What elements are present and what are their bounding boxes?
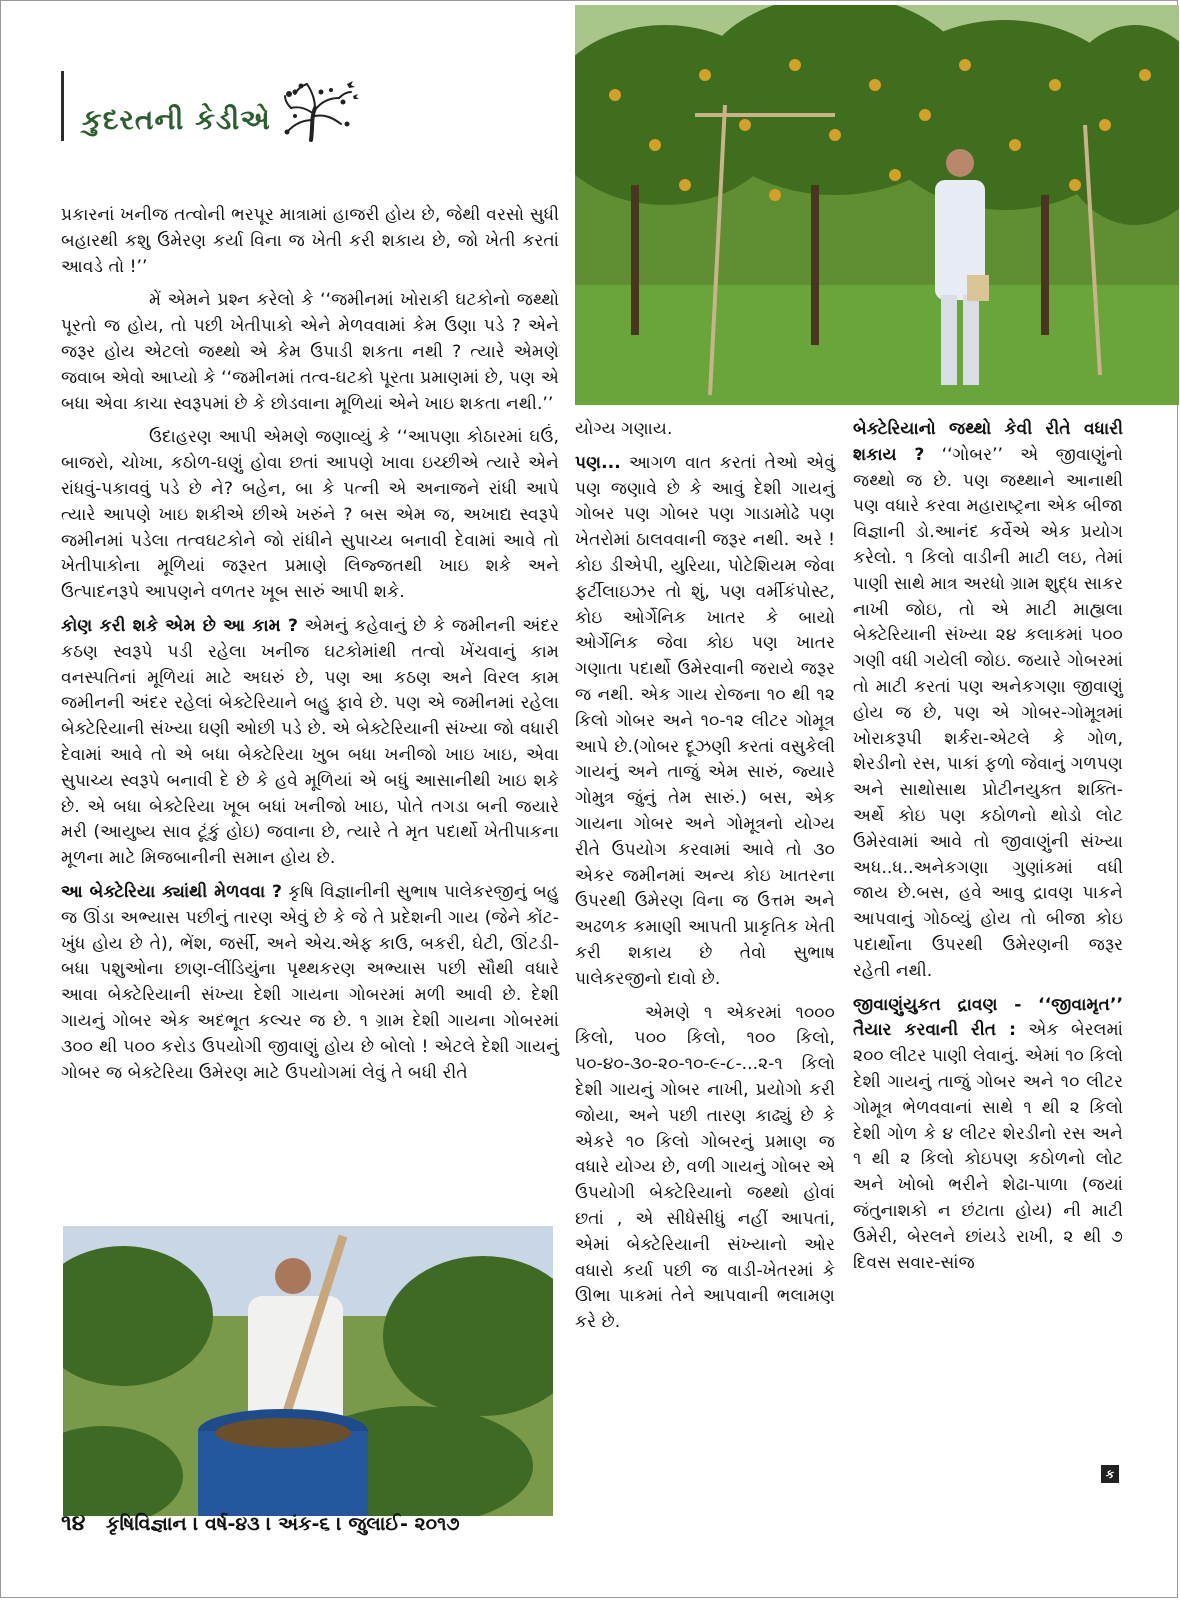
section-title: કુદરતની કેડીએ <box>82 103 271 136</box>
article-column-3 <box>853 417 1123 1284</box>
paragraph <box>61 614 559 872</box>
paragraph-text: કૃષિ વિજ્ઞાનીની સુભાષ પાલેકરજીનું બહુ જ ઊંડા અભ્યાસ પછીનું તારણ એવું છે કે જે તે પ્રદેશની ગાય (જેને કોંટ-ખુંધ હોય છે તે), ભેંશ, જર્સી, અને એચ.એફ કાઉ, બકરી, ઘેટી, ઊંટડી-બધા પશુઓના છાણ-લીંડિયુંના પૃથ્થકરણ અભ્યાસ પછી સૌથી વધારે આવા બેક્ટેરિયાની સંખ્યા દેશી ગાયના ગોબરમાં મળી આવી છે. દેશી ગાયનું ગોબર એક અદભૂત કલ્ચર જ છે. ૧ ગ્રામ દેશી ગાયના ગોબરમાં ૩૦૦ થી ૫૦૦ કરોડ ઉપયોગી જીવાણું હોય છે બોલો ! એટલે દેશી ગાયનું ગોબર જ બેક્ટેરિયા ઉમેરણ માટે ઉપયોગમાં લેવું તે બધી રીતે <box>61 881 560 1083</box>
page-footer <box>61 1511 460 1536</box>
paragraph: પ્રકારનાં ખનીજ તત્વોની ભરપૂર માત્રામાં હાજરી હોય છે, જેથી વરસો સુધી બહારથી કશુ ઉમેરણ કર્યા વિના જ ખેતી કરી શકાય છે, જો ખેતી કરતાં આવડે તો !’’ <box>61 205 559 277</box>
run-in-heading: પણ... <box>575 452 621 473</box>
run-in-heading: જીવાણુંયુકત દ્રાવણ - ‘‘જીવામૃત’’ તૈયાર કરવાની રીત : <box>853 994 1123 1041</box>
run-in-heading: આ બેક્ટેરિયા ક્યાંથી મેળવવા ? <box>61 881 282 902</box>
run-in-heading: કોણ કરી શકે એમ છે આ કામ ? <box>61 615 298 636</box>
paragraph-text: એક બેરલમાં ૨૦૦ લીટર પાણી લેવાનું. એમાં ૧૦ કિલો દેશી ગાયનું તાજું ગોબર અને ૧૦ લીટર ગોમૂત્ર ભેળવવાનાં સાથે ૧ થી ૨ કિલો દેશી ગોળ કે ૪ લીટર શેરડીનો રસ અને ૧ થી ૨ કિલો કોઇપણ કઠોળનો લોટ અને ખોબો ભરીને શેઢા-પાળા (જયાં જંતુનાશકો ન છંટાતા હોય) ની માટી ઉમેરી, બેરલને છાંયડે રાખી, ૨ થી ૭ દિવસ સવાર-સાંજ <box>853 1020 1123 1273</box>
end-of-article-mark: ક <box>1101 1465 1119 1483</box>
paragraph: ઉદાહરણ આપી એમણે જણાવ્યું કે ‘‘આપણા કોઠારમાં ઘઉં, બાજરો, ચોખા, કઠોળ-ઘણું હોવા છતાં આપણે ખાવા ઇચ્છીએ ત્યારે એને રાંધવું-પકાવવું પડે છે ને? બહેન, બા કે પત્ની એ અનાજને રાંધી આપે ત્યારે આપણે ખાઇ શકીએ છીએ ખરુંને ? બસ એમ જ, અખાદ્ય સ્વરૂપે જમીનમાં પડેલા તત્વઘટકોને જો રાંધીને સુપાચ્ય બનાવી દેવામાં આવે તો ખેતીપાકોના મૂળિયાં જરૂરત પ્રમાણે લિજ્જતથી ખાઇ શકે અને ઉત્પાદનરૂપે આપણને વળતર ખૂબ સારું આપી શકે. <box>61 427 559 603</box>
tree-with-birds-icon <box>281 80 361 142</box>
paragraph <box>853 993 1123 1277</box>
paragraph: એમણે ૧ એકરમાં ૧૦૦૦ કિલો, ૫૦૦ કિલો, ૧૦૦ કિલો, ૫૦-૪૦-૩૦-૨૦-૧૦-૯-૮-...૨-૧ કિલો દેશી ગાયનું ગોબર નાખી, પ્રયોગો કરી જોયા, અને પછી તારણ કાઢ્યું છે કે એકરે ૧૦ કિલો ગોબરનું પ્રમાણ જ વધારે યોગ્ય છે, વળી ગાયનું ગોબર એ ઉપયોગી બેક્ટેરિયાનો જથ્થો હોવાં છતાં , એ સીધેસીધું નહીં આપતાં, એમાં બેક્ટેરિયાની સંખ્યાનો ઓર વધારો કર્યા પછી જ વાડી-ખેતરમાં કે ઊભા પાકમાં તેને આપવાની ભલામણ કરે છે. <box>575 1002 835 1333</box>
paragraph-text: ‘‘ગોબર’’ એ જીવાણુંનો જથ્થો જ છે. પણ જથ્થાને આનાથી પણ વધારે કરવા મહારાષ્ટ્રના એક બીજા વિજ્ઞાની ડો.આનંદ કર્વેએ એક પ્રયોગ કરેલો. ૧ કિલો વાડીની માટી લઇ, તેમાં પાણી સાથે માત્ર અરધો ગ્રામ શુદ્ધ સાકર નાખી જોઇ, તો એ માટી માહ્યલા બેક્ટેરિયાની સંખ્યા ૨૪ કલાકમાં ૫૦૦ ગણી વધી ગયેલી જોઇ. જયારે ગોબરમાં તો માટી કરતાં પણ અનેકગણા જીવાણું હોય જ છે, પણ એ ગોબર-ગોમૂત્રમાં ખોરાકરૂપી શર્કરા-એટલે કે ગોળ, શેરડીનો રસ, પાકાં ફળો જેવાનું ગળપણ અને સાથોસાથ પ્રોટીનયુક્ત શક્તિ-અર્થે કોઇ પણ કઠોળનો થોડો લોટ ઉમેરવામાં આવે તો જીવાણુંની સંખ્યા અધ..ધ..અનેકગણા ગુણાંકમાં વધી જાય છે.બસ, હવે આવુ દ્રાવણ પાકને આપવાનું ગોઠવ્યું હોય તો બીજા કોઇ પદાર્થોના ઉપરથી ઉમેરણની જરૂર રહેતી નથી. <box>853 444 1123 981</box>
paragraph-text: એમનું કહેવાનું છે કે જમીનની અંદર કઠણ સ્વરૂપે પડી રહેલા ખનીજ ઘટકોમાંથી તત્વો ખેંચવાનું કામ વનસ્પતિનાં મૂળિયાં માટે અઘરું છે, પણ આ કઠણ અને વિરલ કામ જમીનની અંદર રહેલાં બેક્ટેરિયાને બહુ ફાવે છે. પણ એ જમીનમાં રહેલા બેક્ટેરિયાની સંખ્યા ઘણી ઓછી પડે છે. એ બેક્ટેરિયાની સંખ્યા જો વધારી દેવામાં આવે તો એ બધા બેક્ટેરિયા ખુબ બધા ખનીજો ખાઇ ખાઇ, એવા સુપાચ્ય સ્વરૂપે બનાવી દે છે કે હવે મૂળિયાં એ બધું આસાનીથી ખાઇ શકે છે. એ બધા બેક્ટેરિયા ખૂબ બધાં ખનીજો ખાઇ, પોતે તગડા બની જયારે મરી (આયુષ્ય સાવ ટૂંકું હોઇ) જવાના છે, ત્યારે તે મૃત પદાર્થો ખેતીપાકના મૂળના માટે મિજબાનીની સમાન હોય છે. <box>61 615 559 869</box>
section-divider-bar <box>61 71 64 141</box>
publication-info: કૃષિવિજ્ઞાન । વર્ષ-૪૩ । અંક-૬ । જુલાઈ- ૨૦૧૭ <box>106 1513 460 1535</box>
paragraph <box>575 451 835 993</box>
run-in-heading: બેક્ટેરિયાનો જથ્થો કેવી રીતે વધારી શકાય ? <box>853 419 1123 465</box>
paragraph <box>853 417 1123 985</box>
paragraph: યોગ્ય ગણાય. <box>575 419 673 439</box>
paragraph: મેં એમને પ્રશ્ન કરેલો કે ‘‘જમીનમાં ખોરાકી ઘટકોનો જથ્થો પૂરતો જ હોય, તો પછી ખેતીપાકો એને મેળવવામાં કેમ ઉણા પડે ? એને જરૂર હોય એટલો જથ્થો એ કેમ ઉપાડી શકતા નથી ? ત્યારે એમણે જવાબ એવો આપ્યો કે ‘‘જમીનમાં તત્વ-ઘટકો પૂરતા પ્રમાણમાં છે, પણ એ બધા એવા કાચા સ્વરૂપમાં છે કે છોડવાના મૂળિયાં એને ખાઇ શકતા નથી.’’ <box>61 290 559 414</box>
paragraph-text: આગળ વાત કરતાં તેઓ એવું પણ જણાવે છે કે આવું દેશી ગાયનું ગોબર પણ ગોબર પણ ગાડામોઢે પણ ખેતરોમાં ઠાલવવાની જરૂર નથી. અરે ! કોઇ ડીએપી, યુરિયા, પોટેશિયમ જેવા ફર્ટીલાઇઝર તો શું, પણ વર્મીકંપોસ્ટ, કોઇ ઓર્ગેનિક ખાતર કે બાયો ઓર્ગેનિક જેવા કોઇ પણ ખાતર ગણાતા પદાર્થો ઉમેરવાની જરાયે જરૂર જ નથી. એક ગાય રોજના ૧૦ થી ૧૨ કિલો ગોબર અને ૧૦-૧૨ લીટર ગોમૂત્ર આપે છે.(ગોબર દૂઝણી કરતાં વસુકેલી ગાયનું અને તાજું એમ સારું, જ્યારે ગોમુત્ર જુંનું તેમ સારું.) બસ, એક ગાયના ગોબર અને ગોમૂત્રનો યોગ્ય રીતે ઉપયોગ કરવામાં આવે તો ૩૦ એકર જમીનમાં અન્ય કોઇ ખાતરના ઉપરથી ઉમેરણ વિના જ ઉત્તમ અને અઢળક કમાણી આપતી પ્રાકૃતિક ખેતી કરી શકાય છે તેવો સુભાષ પાલેકરજીનો દાવો છે. <box>575 452 835 989</box>
page-number: ૧૪ <box>61 1511 86 1536</box>
article-column-1 <box>61 203 559 1094</box>
paragraph <box>61 880 559 1086</box>
section-header <box>61 71 361 141</box>
barrel-stirring-photo <box>63 1226 553 1516</box>
orchard-photo <box>575 5 1179 405</box>
article-column-2 <box>575 417 835 1344</box>
